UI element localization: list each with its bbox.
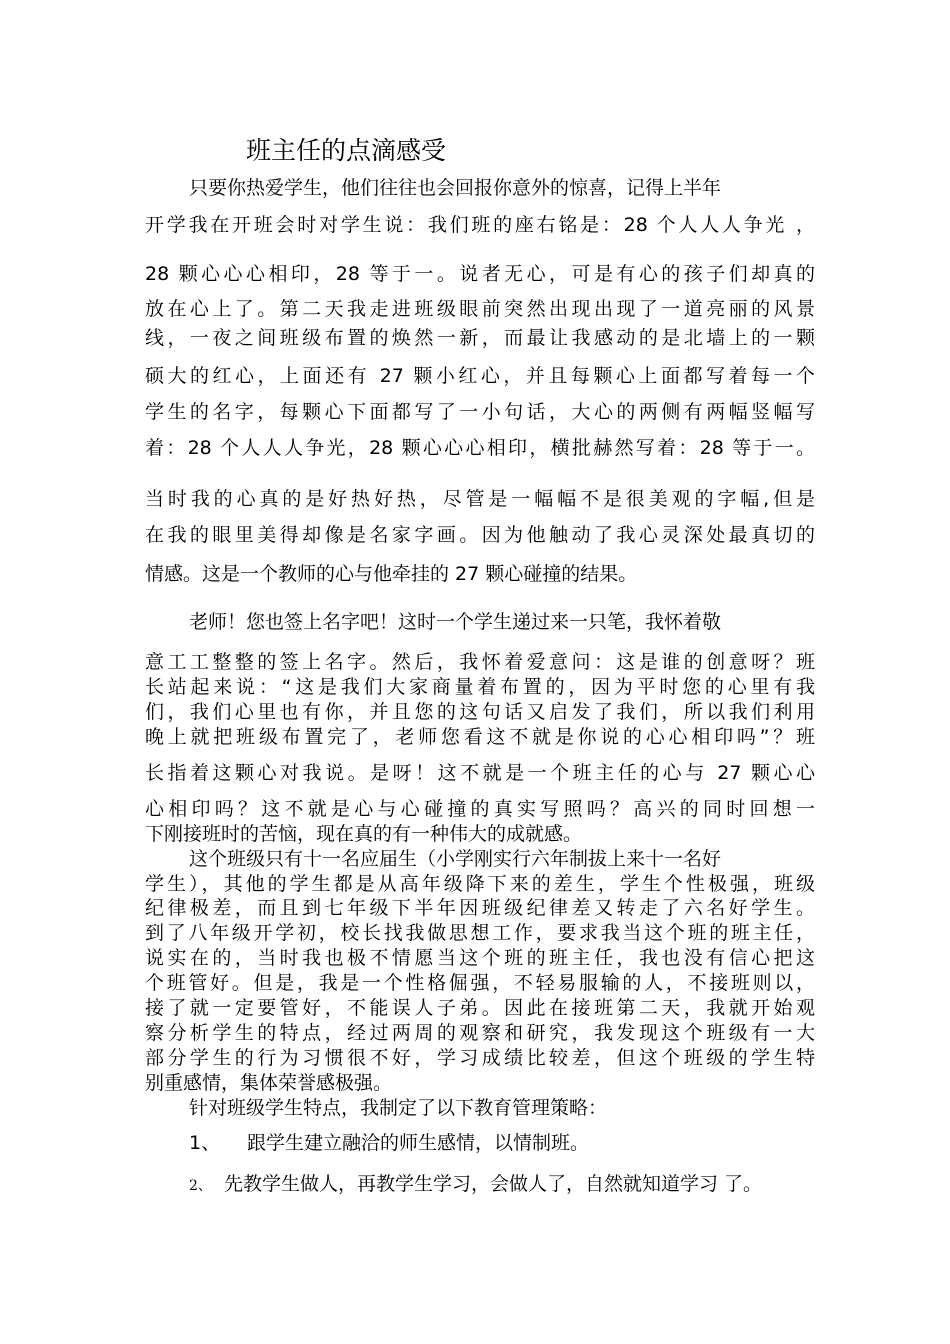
paragraph-line: 学生），其他的学生都是从高年级降下来的差生，学生个性极强，班级	[145, 873, 815, 895]
paragraph-line: 纪律极差，而且到七年级下半年因班级纪律差又转走了六名好学生。	[145, 897, 815, 919]
list-item	[189, 1172, 762, 1198]
list-item	[189, 1131, 589, 1155]
paragraph-line: 放在心上了。第二天我走进班级眼前突然出现出现了一道亮丽的风景	[145, 298, 815, 320]
paragraph-line: 下刚接班时的苦恼，现在真的有一种伟大的成就感。	[145, 823, 583, 845]
document-title: 班主任的点滴感受	[246, 136, 447, 165]
paragraph-line: 在我的眼里美得却像是名家字画。因为他触动了我心灵深处最真切的	[145, 524, 815, 546]
paragraph-line: 部分学生的行为习惯很不好，学习成绩比较差，但这个班级的学生特	[145, 1047, 815, 1069]
list-item-text: 先教学生做人，再教学生学习，会做人了，自然就知道学习 了。	[224, 1173, 763, 1195]
paragraph-line: 情感。这是一个教师的心与他牵挂的 27 颗心碰撞的结果。	[145, 563, 638, 585]
list-item-number: 1、	[189, 1132, 221, 1154]
paragraph-line: 意工工整整的签上名字。然后，我怀着爱意问：这是谁的创意呀？班	[145, 651, 815, 673]
paragraph-line: 接了就一定要管好，不能误人子弟。因此在接班第二天，我就开始观	[145, 997, 815, 1019]
paragraph-line: 长站起来说：“这是我们大家商量着布置的，因为平时您的心里有我	[145, 676, 815, 698]
paragraph-line: 着：28 个人人人争光，28 颗心心心相印，横批赫然写着：28 等于一。	[145, 437, 815, 459]
paragraph-line: 们，我们心里也有你，并且您的这句话又启发了我们，所以我们利用	[145, 701, 815, 723]
paragraph-line: 心相印吗？这不就是心与心碰撞的真实写照吗？高兴的同时回想一	[145, 798, 815, 820]
paragraph-line: 说实在的，当时我也极不情愿当这个班的班主任，我也没有信心把这	[145, 947, 815, 969]
paragraph-line: 只要你热爱学生，他们往往也会回报你意外的惊喜，记得上半年	[189, 177, 722, 199]
paragraph-line: 个班管好。但是，我是一个性格倔强，不轻易服输的人，不接班则以，	[145, 972, 815, 994]
paragraph-line: 别重感情，集体荣誉感极强。	[145, 1072, 393, 1094]
list-item-number: 2、	[189, 1178, 212, 1194]
list-item-text: 跟学生建立融洽的师生感情，以情制班。	[247, 1132, 590, 1154]
paragraph-line: 晚上就把班级布置完了，老师您看这不就是你说的心心相印吗”？班	[145, 726, 815, 748]
paragraph-line: 长指着这颗心对我说。是呀！这不就是一个班主任的心与 27 颗心心	[145, 762, 815, 784]
paragraph-line: 这个班级只有十一名应届生（小学刚实行六年制拔上来十一名好	[189, 848, 722, 870]
paragraph-line: 老师！您也签上名字吧！这时一个学生递过来一只笔，我怀着敬	[189, 611, 722, 633]
paragraph-line: 学生的名字，每颗心下面都写了一小句话，大心的两侧有两幅竖幅写	[145, 401, 815, 423]
paragraph-line: 硕大的红心，上面还有 27 颗小红心，并且每颗心上面都写着每一个	[145, 365, 815, 387]
paragraph-line: 28 颗心心心相印，28 等于一。说者无心，可是有心的孩子们却真的	[145, 263, 815, 285]
paragraph-line: 当时我的心真的是好热好热，尽管是一幅幅不是很美观的字幅,但是	[145, 488, 815, 510]
paragraph-line: 察分析学生的特点，经过两周的观察和研究，我发现这个班级有一大	[145, 1022, 815, 1044]
paragraph-line: 针对班级学生特点，我制定了以下教育管理策略：	[189, 1097, 608, 1119]
paragraph-line: 开学我在开班会时对学生说：我们班的座右铭是：28 个人人人争光 ，	[145, 214, 815, 236]
paragraph-line: 到了八年级开学初，校长找我做思想工作，要求我当这个班的班主任，	[145, 922, 815, 944]
paragraph-line: 线，一夜之间班级布置的焕然一新，而最让我感动的是北墙上的一颗	[145, 327, 815, 349]
